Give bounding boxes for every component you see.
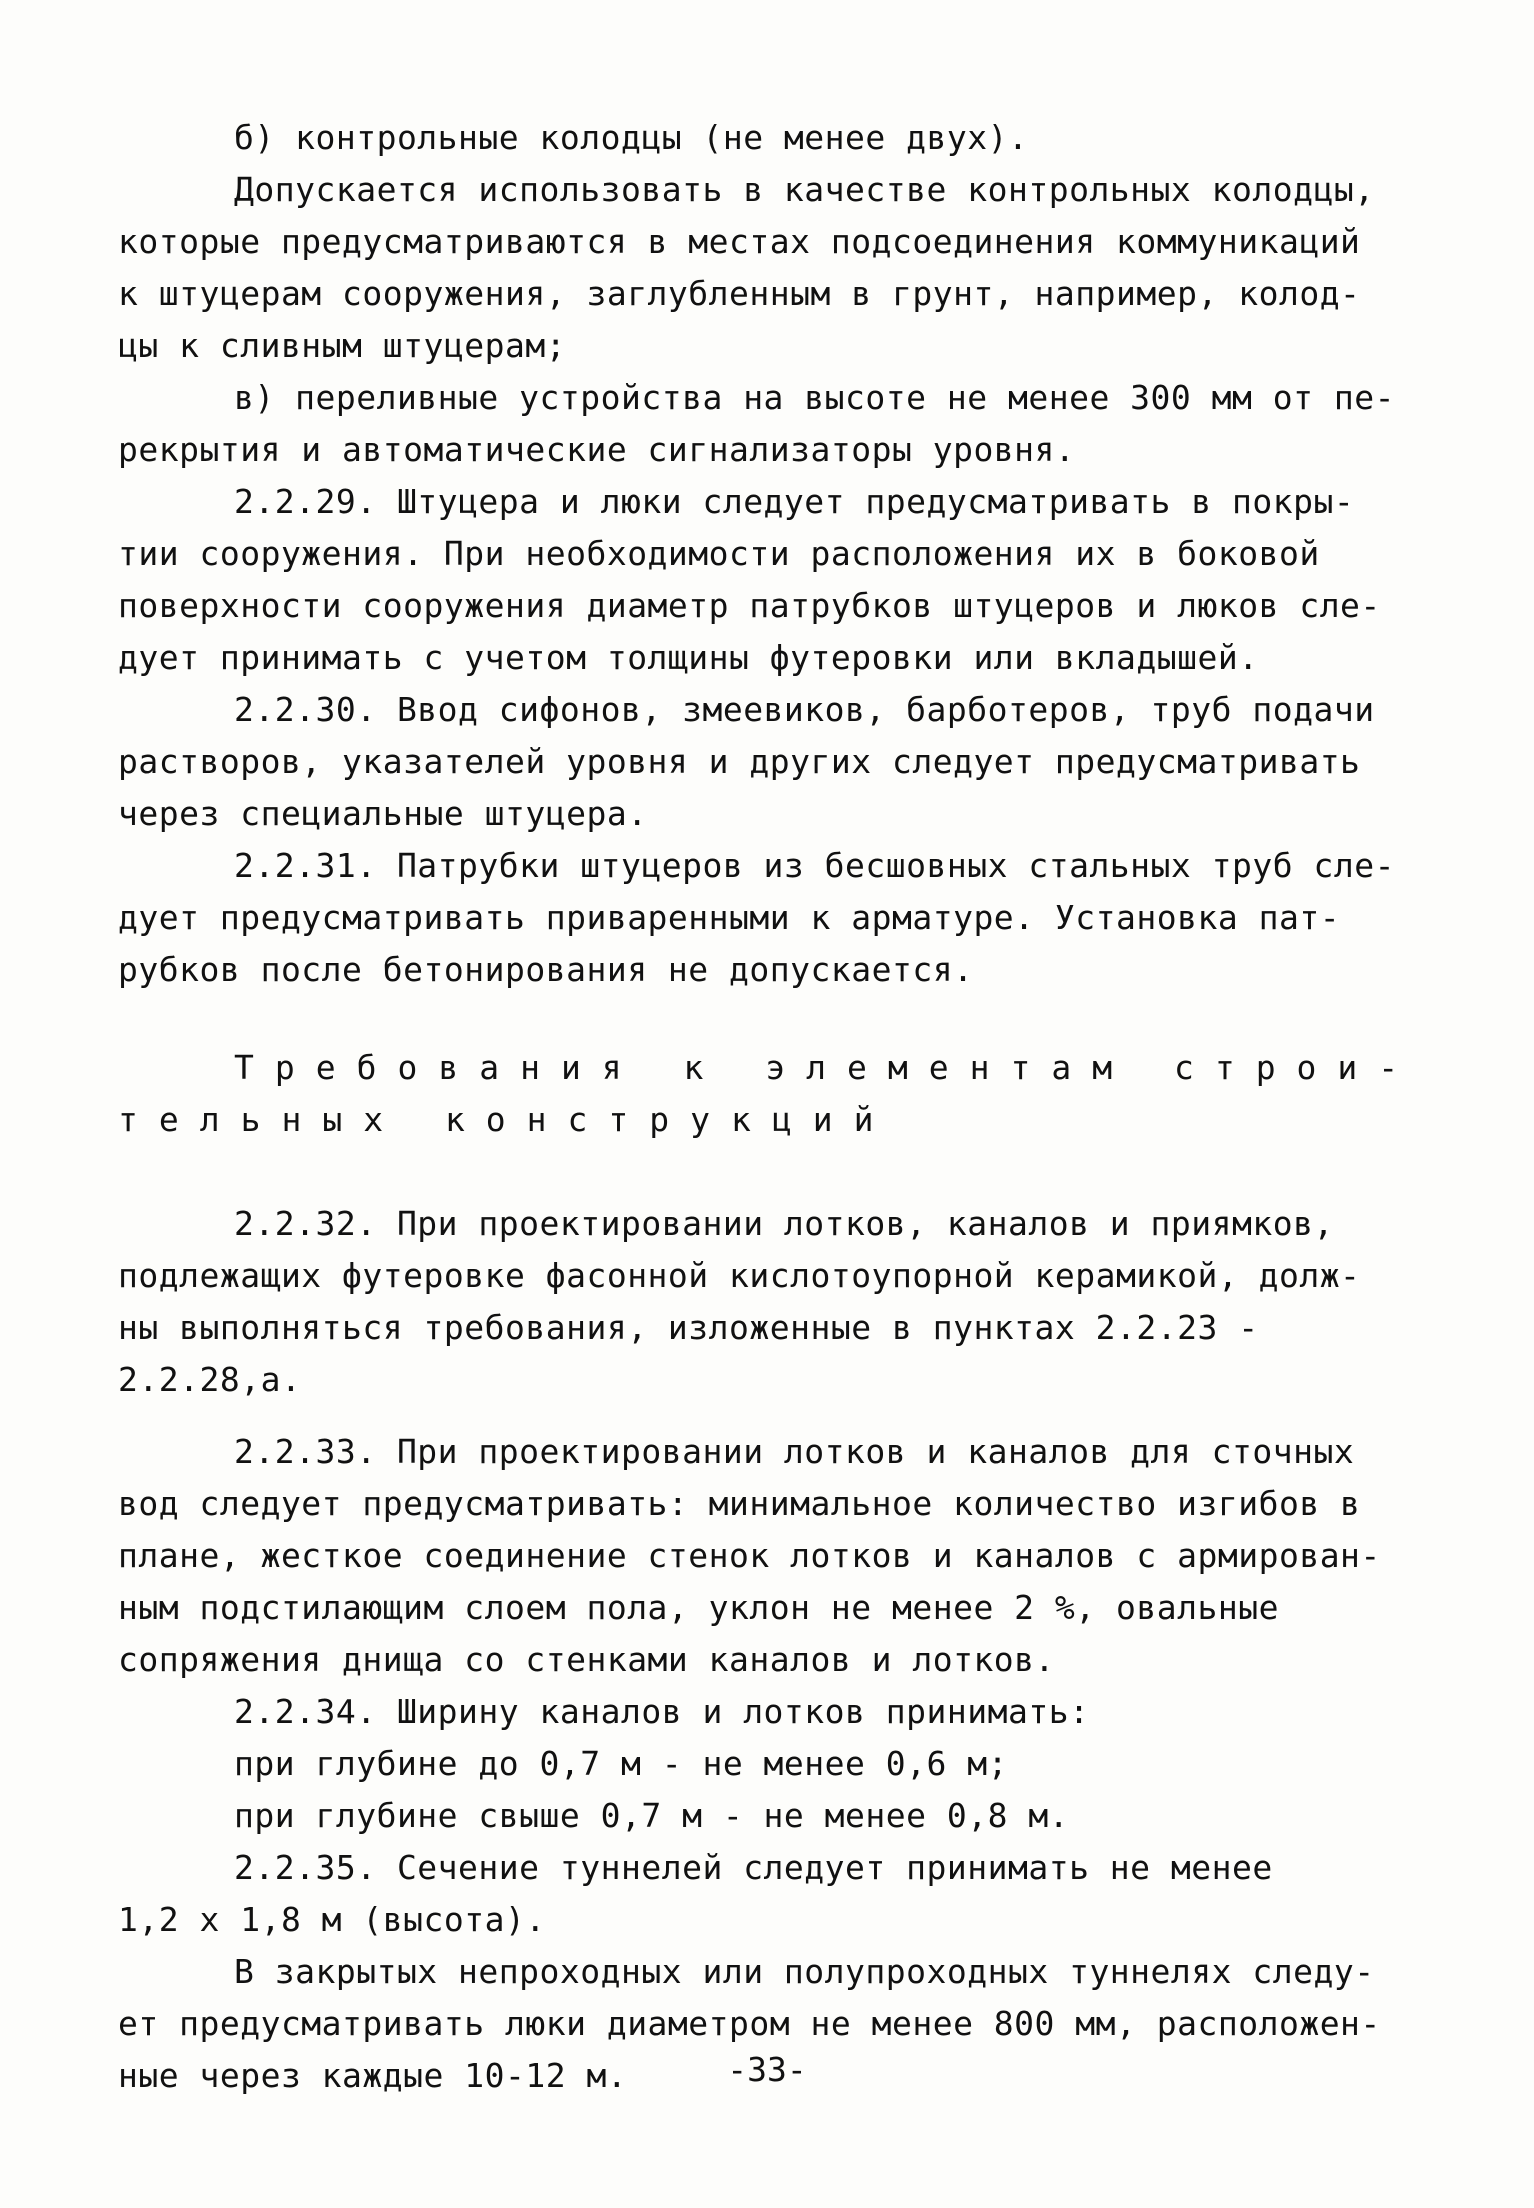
- text-line: подлежащих футеровке фасонной кислотоупорной керамикой, долж-: [118, 1256, 1361, 1295]
- text-line: ет предусматривать люки диаметром не менее 800 мм, расположен-: [118, 2004, 1381, 2043]
- text-line: рубков после бетонирования не допускается.: [118, 950, 974, 989]
- text-line: рекрытия и автоматические сигнализаторы уровня.: [118, 430, 1076, 469]
- page-number: -33-: [727, 2050, 807, 2089]
- paragraph-2-2-35: [118, 1842, 1438, 1946]
- text-line: 2.2.32. При проектировании лотков, каналов и приямков,: [234, 1204, 1334, 1243]
- text-line: 2.2.34. Ширину каналов и лотков принимать:: [234, 1692, 1090, 1731]
- text-line: при глубине до 0,7 м - не менее 0,6 м;: [234, 1744, 1008, 1783]
- text-line: дует принимать с учетом толщины футеровки или вкладышей.: [118, 638, 1259, 677]
- text-line: через специальные штуцера.: [118, 794, 648, 833]
- paragraph-item-v: [118, 372, 1438, 476]
- text-line: вод следует предусматривать: минимальное количество изгибов в: [118, 1484, 1361, 1523]
- document-body: [118, 112, 1438, 2102]
- text-line: цы к сливным штуцерам;: [118, 326, 567, 365]
- text-line: растворов, указателей уровня и других следует предусматривать: [118, 742, 1361, 781]
- text-line: б) контрольные колодцы (не менее двух).: [234, 118, 1029, 157]
- paragraph-2-2-30: [118, 684, 1438, 840]
- section-heading-line-1: Требования к элементам строи-: [234, 1048, 1420, 1087]
- text-line: 2.2.31. Патрубки штуцеров из бесшовных стальных труб сле-: [234, 846, 1395, 885]
- text-line: при глубине свыше 0,7 м - не менее 0,8 м.: [234, 1796, 1070, 1835]
- text-line: поверхности сооружения диаметр патрубков штуцеров и люков сле-: [118, 586, 1381, 625]
- section-heading-continued: [118, 1094, 1438, 1146]
- text-line: сопряжения днища со стенками каналов и лотков.: [118, 1640, 1055, 1679]
- text-line: 1,2 х 1,8 м (высота).: [118, 1900, 546, 1939]
- text-line: 2.2.30. Ввод сифонов, змеевиков, барботеров, труб подачи: [234, 690, 1375, 729]
- text-line: 2.2.33. При проектировании лотков и каналов для сточных: [234, 1432, 1355, 1471]
- paragraph-2-2-29: [118, 476, 1438, 684]
- paragraph-note-control-wells: [118, 164, 1438, 372]
- text-line: 2.2.28,а.: [118, 1360, 302, 1399]
- text-line: тии сооружения. При необходимости расположения их в боковой: [118, 534, 1320, 573]
- text-line: 2.2.35. Сечение туннелей следует принимать не менее: [234, 1848, 1273, 1887]
- paragraph-2-2-32: [118, 1198, 1438, 1406]
- text-line: к штуцерам сооружения, заглубленным в грунт, например, колод-: [118, 274, 1361, 313]
- text-line: В закрытых непроходных или полупроходных туннелях следу-: [234, 1952, 1375, 1991]
- paragraph-item-b: [118, 112, 1438, 164]
- paragraph-2-2-33: [118, 1426, 1438, 1686]
- text-line: в) переливные устройства на высоте не менее 300 мм от пе-: [234, 378, 1395, 417]
- paragraph-2-2-34: [118, 1686, 1438, 1842]
- text-line: дует предусматривать приваренными к арматуре. Установка пат-: [118, 898, 1341, 937]
- paragraph-2-2-31: [118, 840, 1438, 996]
- text-line: ны выполняться требования, изложенные в пунктах 2.2.23 -: [118, 1308, 1259, 1347]
- text-line: которые предусматриваются в местах подсоединения коммуникаций: [118, 222, 1361, 261]
- section-heading: [118, 1042, 1438, 1094]
- text-line: 2.2.29. Штуцера и люки следует предусматривать в покры-: [234, 482, 1355, 521]
- text-line: ные через каждые 10-12 м.: [118, 2056, 628, 2095]
- text-line: плане, жесткое соединение стенок лотков и каналов с армирован-: [118, 1536, 1381, 1575]
- text-line: ным подстилающим слоем пола, уклон не менее 2 %, овальные: [118, 1588, 1279, 1627]
- section-heading-line-2: тельных конструкций: [118, 1100, 895, 1139]
- text-line: Допускается использовать в качестве контрольных колодцы,: [234, 170, 1375, 209]
